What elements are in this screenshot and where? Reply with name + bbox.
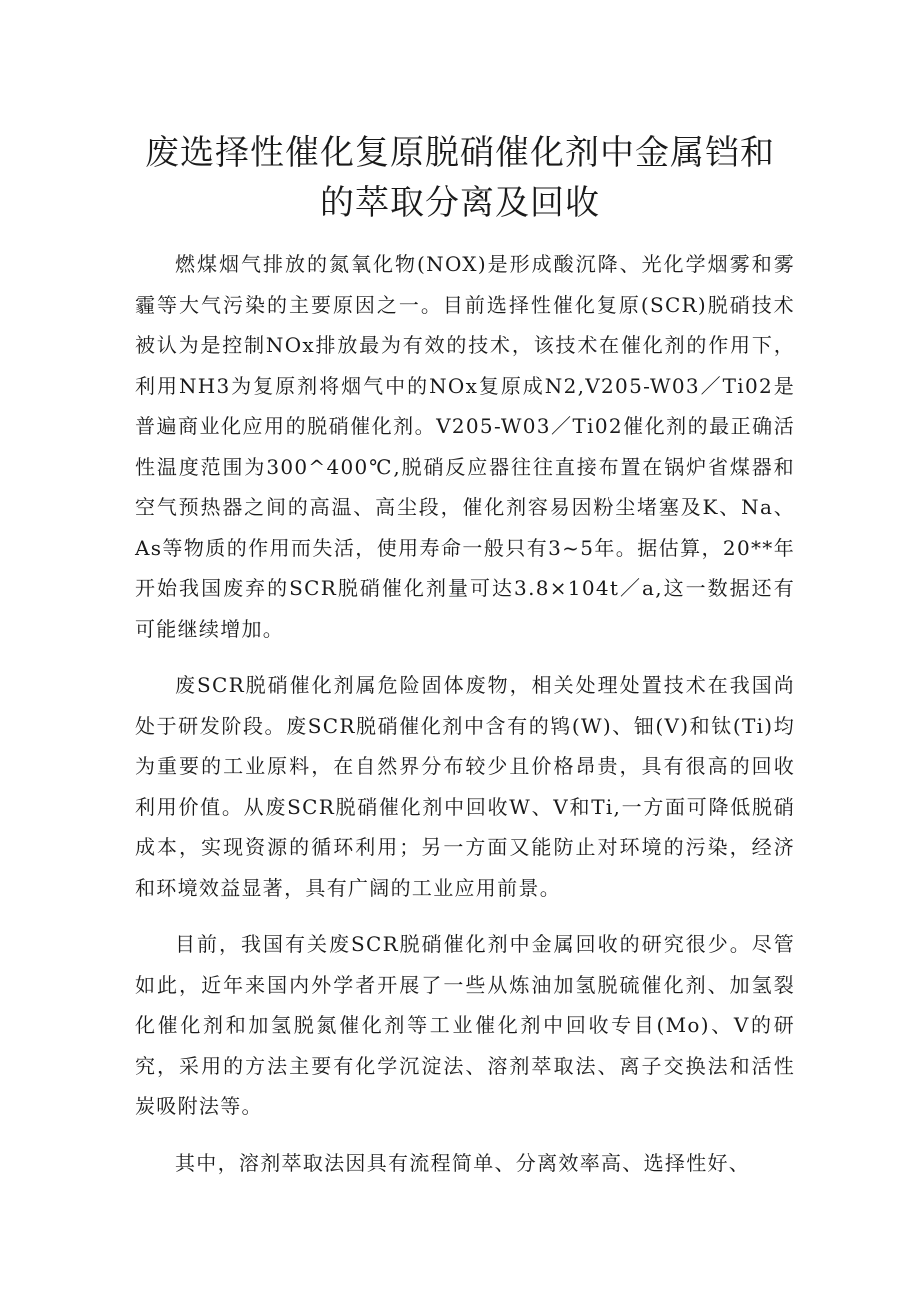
document-body — [135, 244, 795, 1199]
paragraph-1: 燃煤烟气排放的氮氧化物(NOX)是形成酸沉降、光化学烟雾和雾霾等大气污染的主要原因之一。目前选择性催化复原(SCR)脱硝技术被认为是控制NOx排放最为有效的技术，该技术在催化剂的作用下，利用NH3为复原剂将烟气中的NOx复原成N2,V205-W03／Ti02是普遍商业化应用的脱硝催化剂。V205-W03／Ti02催化剂的最正确活性温度范围为300^400℃,脱硝反应器往往直接布置在锅炉省煤器和空气预热器之间的高温、高尘段，催化剂容易因粉尘堵塞及K、Na、As等物质的作用而失活，使用寿命一般只有3~5年。据估算，20**年开始我国废弃的SCR脱硝催化剂量可达3.8×104t／a,这一数据还有可能继续增加。 — [135, 252, 795, 641]
document-title — [135, 128, 785, 228]
title-line-1: 废选择性催化复原脱硝催化剂中金属铛和 — [145, 133, 775, 173]
title-line-2: 的萃取分离及回收 — [320, 183, 600, 223]
paragraph-4: 其中，溶剂萃取法因具有流程简单、分离效率高、选择性好、 — [175, 1150, 751, 1175]
paragraph-2: 废SCR脱硝催化剂属危险固体废物，相关处理处置技术在我国尚处于研发阶段。废SCR脱硝催化剂中含有的鸨(W)、钿(V)和钛(Ti)均为重要的工业原料，在自然界分布较少且价格昂贵，具有很高的回收利用价值。从废SCR脱硝催化剂中回收W、V和Ti,一方面可降低脱硝成本，实现资源的循环利用；另一方面又能防止对环境的污染，经济和环境效益显著，具有广阔的工业应用前景。 — [135, 673, 795, 900]
paragraph-3: 目前，我国有关废SCR脱硝催化剂中金属回收的研究很少。尽管如此，近年来国内外学者开展了一些从炼油加氢脱硫催化剂、加氢裂化催化剂和加氢脱氮催化剂等工业催化剂中回收专目(Mo)、V的研究，采用的方法主要有化学沉淀法、溶剂萃取法、离子交换法和活性炭吸附法等。 — [135, 932, 795, 1118]
